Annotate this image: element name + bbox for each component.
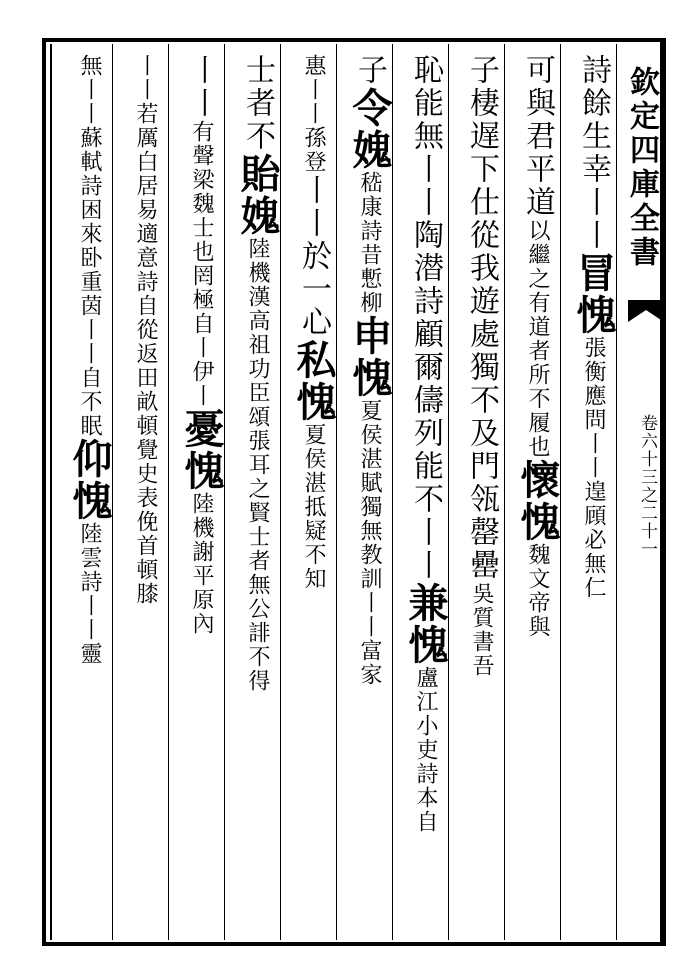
column-divider (392, 44, 393, 940)
column-text: 子 (352, 54, 387, 87)
annotation-text: 魏文帝與 (525, 543, 550, 639)
frame-inner-line (50, 44, 52, 940)
annotation-text: 陸機謝平原內 (189, 492, 214, 636)
annotation-text: 夏侯湛賦獨 (357, 399, 382, 519)
annotation-text: 有聲梁魏士也罔極自丨伊丨 (189, 120, 214, 408)
column-text: 士者不 (240, 54, 275, 153)
text-column-4 (402, 54, 448, 934)
column-divider (336, 44, 337, 940)
spine-title: 欽定四庫全書 (624, 66, 659, 270)
annotation-text: 陸機漢高祖功臣頌張耳之賢 (245, 237, 270, 525)
annotation-text: 惠丨丨孫登 (301, 54, 326, 174)
text-column-6 (290, 54, 336, 934)
text-column-2 (514, 54, 560, 934)
column-text: 可與君平道 (520, 54, 555, 219)
column-divider (616, 44, 617, 940)
text-column-8 (178, 54, 224, 934)
annotation-text: 無丨丨蘇軾詩困來卧重茵丨丨自不眠 (77, 54, 102, 438)
text-column-7 (234, 54, 280, 934)
entry-heading: 兼愧 (402, 582, 449, 666)
entry-heading: 冒愧 (570, 252, 617, 336)
entry-heading: 令媿 (346, 87, 393, 171)
column-divider (168, 44, 169, 940)
entry-heading: 貽媿 (234, 153, 281, 237)
annotation-text: 以繼之有道者所不履也 (525, 219, 550, 459)
text-column-9 (122, 54, 168, 934)
annotation-text: 陸雲詩丨丨靈 (77, 522, 102, 666)
fish-tail-mark (628, 300, 664, 322)
text-column-3 (458, 54, 504, 934)
spine-volume: 卷六十三之二十一 (637, 414, 657, 558)
text-column-5 (346, 54, 392, 934)
text-column-10 (66, 54, 112, 934)
column-text: 丨丨 (184, 54, 219, 120)
entry-heading: 憂愧 (178, 408, 225, 492)
annotation-text: 嵇康詩昔慙柳 (357, 171, 382, 315)
column-text: 丨丨於一心 (296, 174, 331, 339)
entry-heading: 懷愧 (514, 459, 561, 543)
annotation-text: 盧江小吏詩本自 (413, 666, 438, 834)
column-text: 子棲遅下仕從我遊處獨不及門瓴罄罍 (464, 54, 499, 582)
column-divider (448, 44, 449, 940)
entry-heading: 仰愧 (66, 438, 113, 522)
annotation-text: 無教訓丨丨富家 (357, 519, 382, 687)
annotation-text: 夏侯湛抵疑不知 (301, 423, 326, 591)
column-text: 詩餘生幸丨丨 (576, 54, 611, 252)
column-divider (224, 44, 225, 940)
entry-heading: 申愧 (346, 315, 393, 399)
annotation-text: 丨丨若厲白居易適意詩自從返田畝頓覺 (133, 54, 158, 462)
annotation-text: 張衡應問丨丨遑頋必無仁 (581, 336, 606, 600)
annotation-text: 士者無公誹不得 (245, 525, 270, 693)
column-divider (504, 44, 505, 940)
entry-heading: 私愧 (290, 339, 337, 423)
annotation-text: 史表俛首頓膝 (133, 462, 158, 606)
text-column-1 (570, 54, 616, 934)
column-text: 恥能無丨丨陶潜詩顧爾儔列能不丨丨 (408, 54, 443, 582)
annotation-text: 吳質書吾 (469, 582, 494, 678)
